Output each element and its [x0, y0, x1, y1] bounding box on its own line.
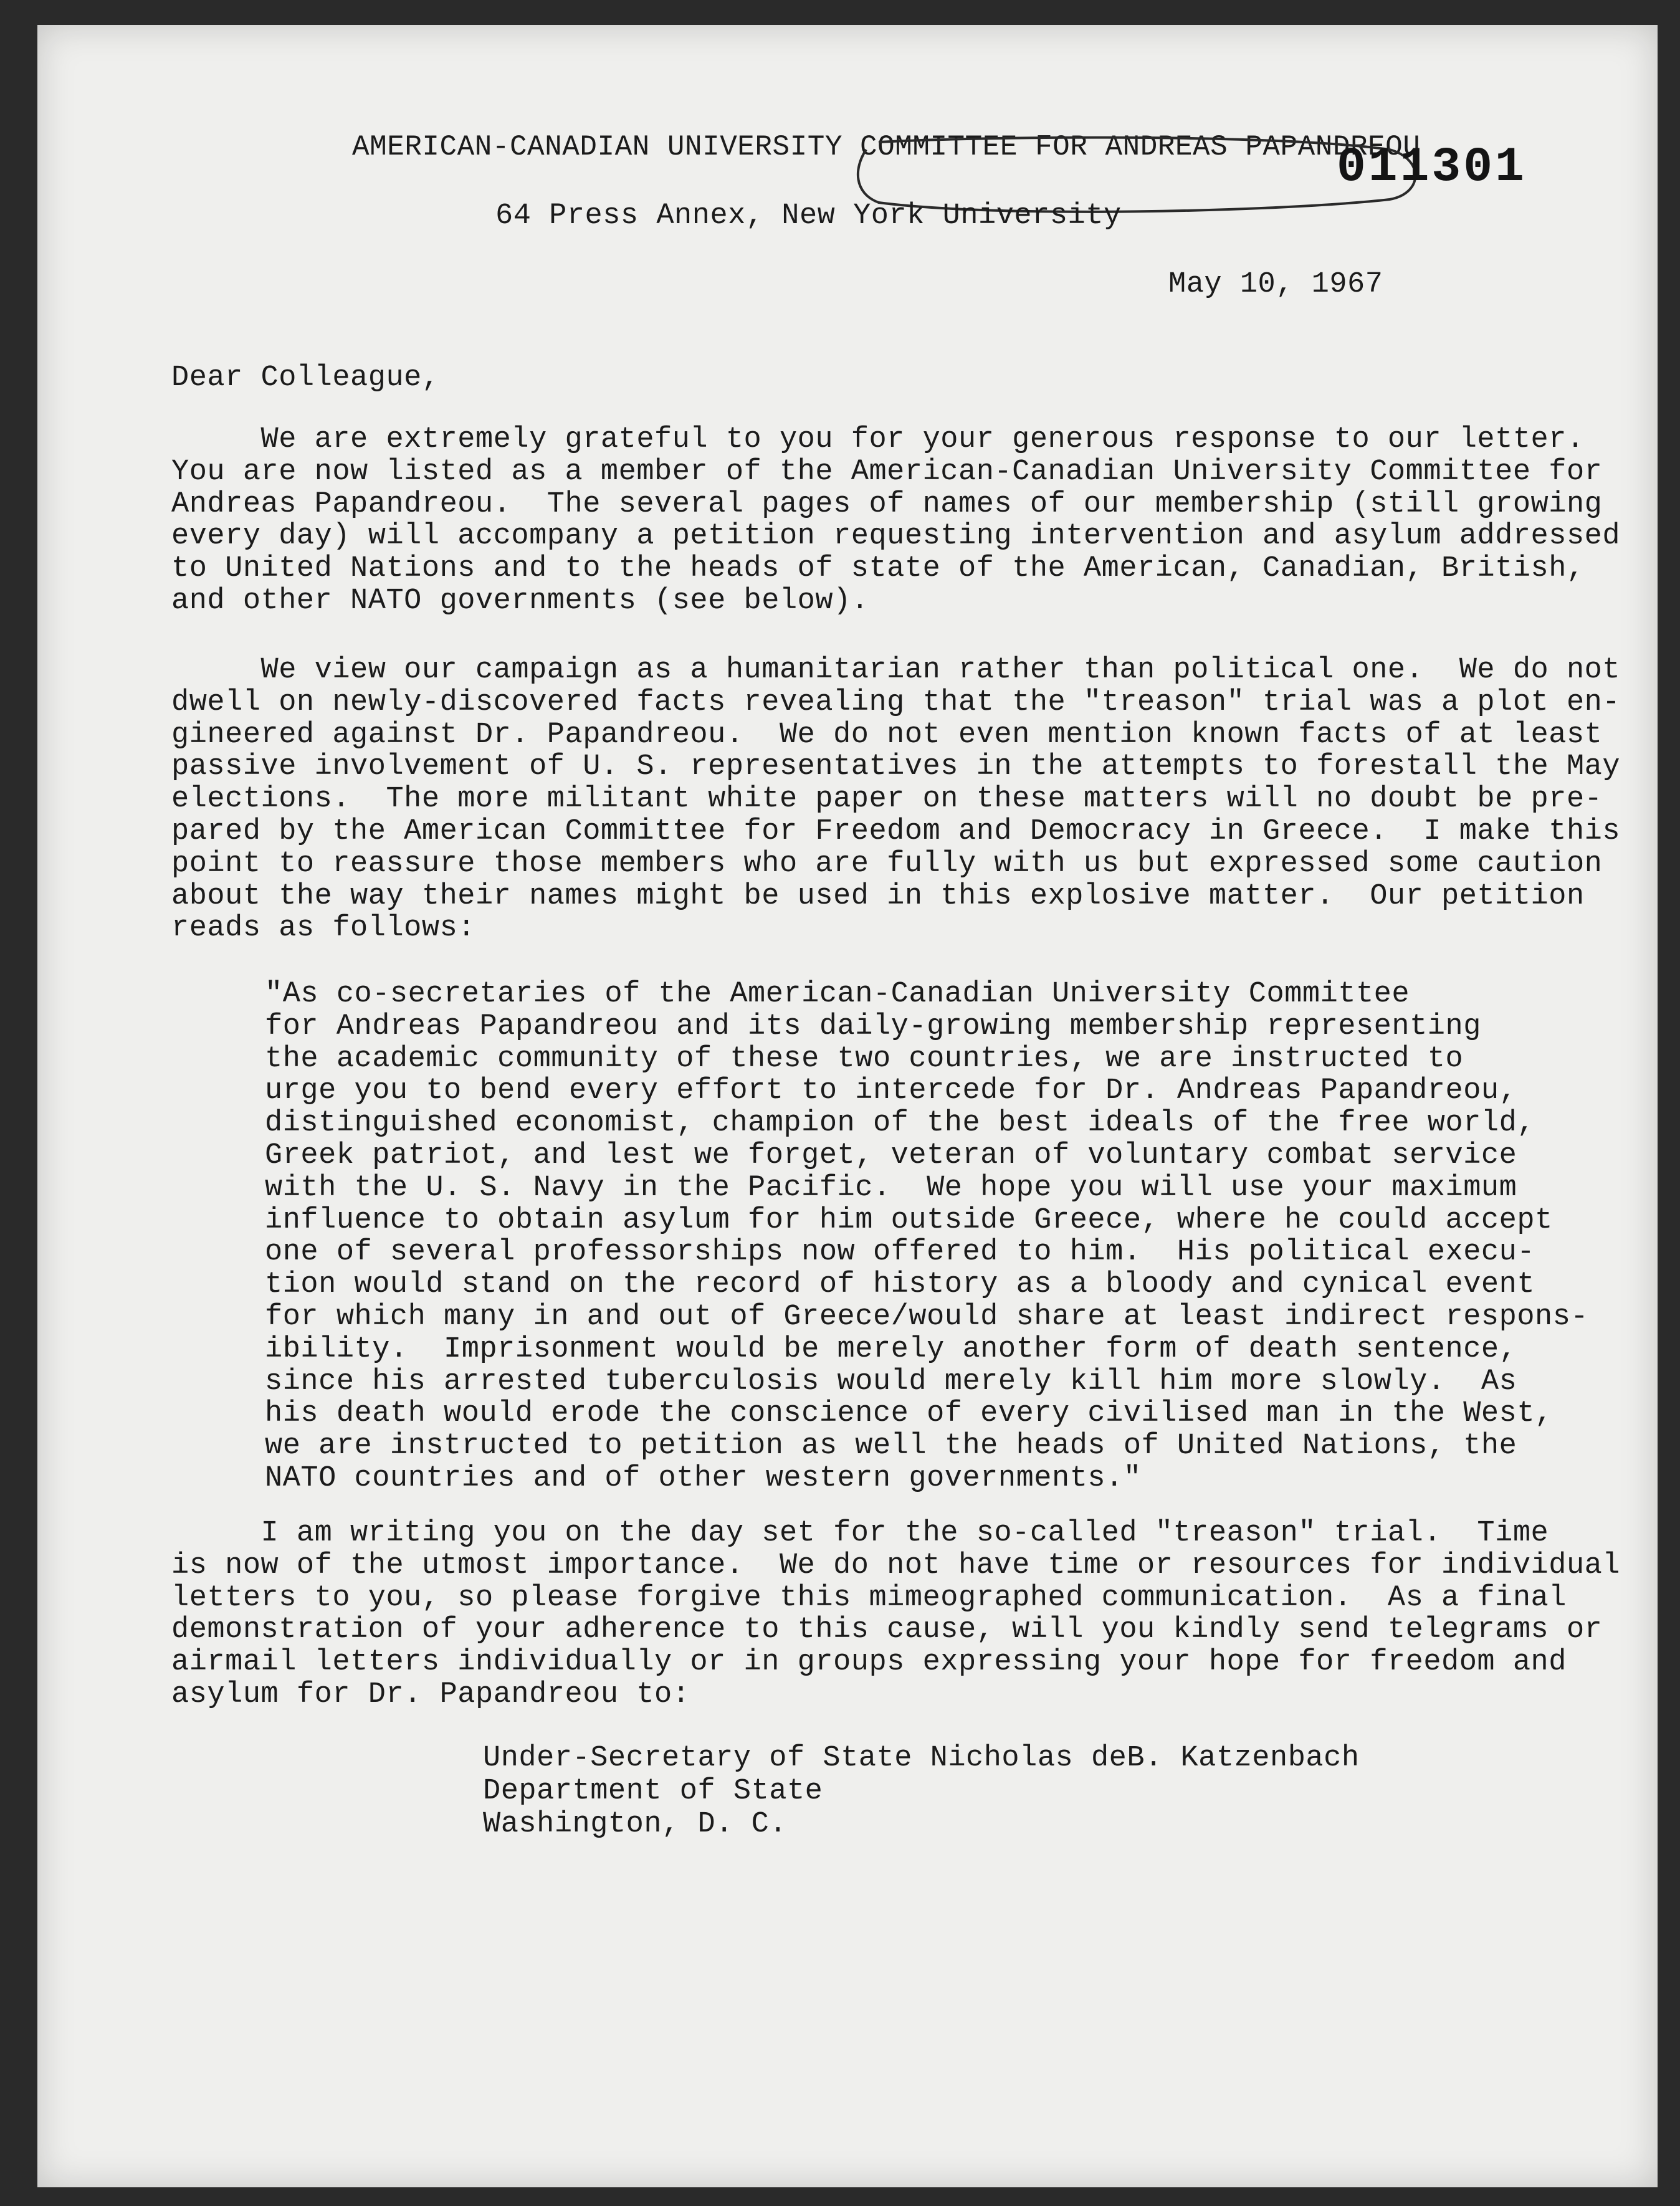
recipient-city: Washington, D. C. [483, 1808, 787, 1841]
letterhead-address: 64 Press Annex, New York University [495, 199, 1122, 232]
letter-date: May 10, 1967 [1168, 268, 1383, 301]
document-number: 011301 [1337, 140, 1527, 195]
letter-page [37, 25, 1658, 2187]
paragraph-3: I am writing you on the day set for the so-called "treason" trial. Time is now of the utmost importance. We do not have time or resources for individual letters to you, so please forgive this mimeographed communication. As a final demonstration of your adherence to this cause, will you kindly send telegrams or airmail letters individually or in groups expressing your hope for freedom and asylum for Dr. Papandreou to: [171, 1517, 1621, 1711]
petition-quote: "As co-secretaries of the American-Canadian University Committee for Andreas Papandreou and its daily-growing membership representing the academic community of these two countries, we are instructed to urge you to bend every effort to intercede for Dr. Andreas Papandreou, distinguished economist, champion of the best ideals of the free world, Greek patriot, and lest we forget, veteran of voluntary combat service with the U. S. Navy in the Pacific. We hope you will use your maximum influence to obtain asylum for him outside Greece, where he could accept one of several professorships now offered to him. His political execu- tion would stand on the record of history as a bloody and cynical event for which many in and out of Greece/would share at least indirect respons- ibility. Imprisonment would be merely another form of death sentence, since his arrested tuberculosis would merely kill him more slowly. As his death would erode the conscience of every civilised man in the West, we are instructed to petition as well the heads of United Nations, the NATO countries and of other western governments." [265, 978, 1589, 1495]
salutation: Dear Colleague, [171, 361, 440, 394]
recipient-department: Department of State [483, 1775, 823, 1808]
recipient-name: Under-Secretary of State Nicholas deB. Katzenbach [483, 1742, 1360, 1775]
letterhead-title: AMERICAN-CANADIAN UNIVERSITY COMMITTEE FOR ANDREAS PAPANDREOU [352, 131, 1421, 163]
paragraph-1: We are extremely grateful to you for your generous response to our letter. You are now listed as a member of the American-Canadian University Committee for Andreas Papandreou. The several pages of names of our membership (still growing every day) will accompany a petition requesting intervention and asylum addressed to United Nations and to the heads of state of the American, Canadian, British, and other NATO governments (see below). [171, 423, 1621, 618]
paragraph-2: We view our campaign as a humanitarian rather than political one. We do not dwell on newly-discovered facts revealing that the "treason" trial was a plot en- gineered against Dr. Papandreou. We do not even mention known facts of at least passive involvement of U. S. representatives in the attempts to forestall the May elections. The more militant white paper on these matters will no doubt be pre- pared by the American Committee for Freedom and Democracy in Greece. I make this point to reassure those members who are fully with us but expressed some caution about the way their names might be used in this explosive matter. Our petition reads as follows: [171, 654, 1621, 945]
